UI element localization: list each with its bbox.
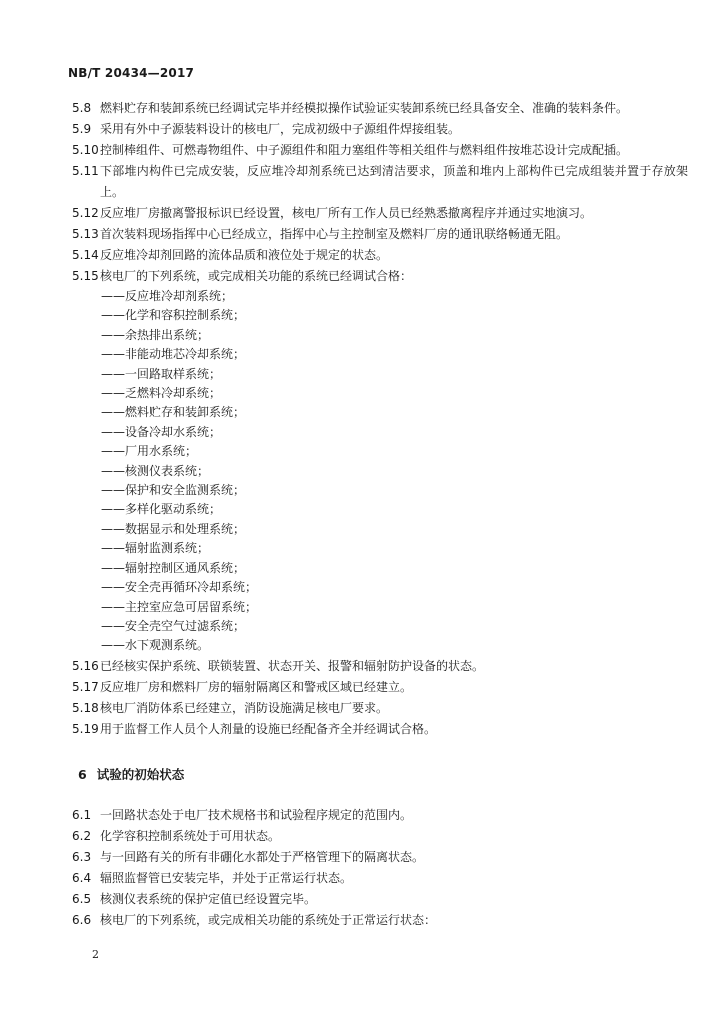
clause-number: 5.15 bbox=[72, 269, 99, 283]
system-list-item: ——非能动堆芯冷却系统； bbox=[101, 347, 246, 362]
section-6-heading bbox=[68, 764, 688, 785]
system-list-item: ——乏燃料冷却系统； bbox=[101, 386, 222, 401]
system-list-item: ——安全壳再循环冷却系统； bbox=[101, 580, 258, 595]
clause-item bbox=[68, 161, 688, 203]
clause-item bbox=[68, 266, 688, 287]
clause-text: 核电厂的下列系统，或完成相关功能的系统处于正常运行状态： bbox=[100, 912, 437, 927]
clauses-6-1-to-6-6 bbox=[68, 805, 688, 931]
clause-number: 5.10 bbox=[72, 143, 99, 157]
clause-text: 辐照监督管已安装完毕，并处于正常运行状态。 bbox=[100, 870, 353, 885]
clause-text: 控制棒组件、可燃毒物组件、中子源组件和阻力塞组件等相关组件与燃料组件按堆芯设计完成配插。 bbox=[100, 143, 629, 157]
system-list-item: ——辐射控制区通风系统； bbox=[101, 560, 246, 575]
system-list-item: ——主控室应急可居留系统； bbox=[101, 599, 258, 614]
clause-number: 5.16 bbox=[72, 658, 99, 673]
clause-text: 核电厂消防体系已经建立，消防设施满足核电厂要求。 bbox=[100, 700, 389, 715]
clause-item bbox=[68, 119, 688, 140]
system-list-item: ——辐射监测系统； bbox=[101, 541, 210, 556]
clause-item bbox=[68, 245, 688, 266]
clause-item bbox=[68, 889, 688, 910]
clause-text: 核电厂的下列系统，或完成相关功能的系统已经调试合格： bbox=[100, 269, 413, 283]
system-list-item: ——保护和安全监测系统； bbox=[101, 483, 246, 498]
clause-item bbox=[68, 203, 688, 224]
clause-number: 5.17 bbox=[72, 679, 99, 694]
clause-number: 6.1 bbox=[72, 807, 92, 822]
system-list-item: ——化学和容积控制系统； bbox=[101, 308, 246, 323]
clause-item bbox=[68, 805, 688, 826]
system-list-item: ——反应堆冷却剂系统； bbox=[101, 289, 234, 303]
standard-code-header: NB/T 20434—2017 bbox=[68, 66, 195, 80]
clause-text: 反应堆厂房和燃料厂房的辐射隔离区和警戒区域已经建立。 bbox=[100, 679, 413, 694]
clause-text: 反应堆冷却剂回路的流体品质和液位处于规定的状态。 bbox=[100, 248, 389, 262]
system-list-item: ——数据显示和处理系统； bbox=[101, 521, 246, 536]
page-number: 2 bbox=[92, 948, 99, 961]
clause-number: 5.18 bbox=[72, 700, 99, 715]
clause-number: 6.5 bbox=[72, 891, 92, 906]
clause-text: 首次装料现场指挥中心已经成立，指挥中心与主控制室及燃料厂房的通讯联络畅通无阻。 bbox=[100, 227, 569, 241]
clause-text: 与一回路有关的所有非硼化水都处于严格管理下的隔离状态。 bbox=[100, 849, 425, 864]
clause-number: 5.9 bbox=[72, 122, 92, 136]
clause-item bbox=[68, 677, 688, 698]
system-list-item: ——多样化驱动系统； bbox=[101, 502, 222, 517]
clause-text: 采用有外中子源装料设计的核电厂，完成初级中子源组件焊接组装。 bbox=[100, 122, 461, 136]
system-list-item: ——余热排出系统； bbox=[101, 327, 210, 342]
clause-item bbox=[68, 719, 688, 740]
clause-number: 5.19 bbox=[72, 721, 99, 736]
clause-number: 6.6 bbox=[72, 912, 92, 927]
clause-text: 用于监督工作人员个人剂量的设施已经配备齐全并经调试合格。 bbox=[100, 721, 437, 736]
section-title: 试验的初始状态 bbox=[96, 766, 185, 782]
clause-item bbox=[68, 224, 688, 245]
page-body bbox=[68, 98, 688, 931]
system-list-item: ——核测仪表系统； bbox=[101, 463, 210, 478]
clause-item bbox=[68, 140, 688, 161]
clause-number: 5.8 bbox=[72, 101, 92, 115]
system-list-item: ——厂用水系统； bbox=[101, 444, 198, 459]
system-list-item: ——燃料贮存和装卸系统； bbox=[101, 405, 246, 420]
clause-number: 6.2 bbox=[72, 828, 92, 843]
system-list-item: ——安全壳空气过滤系统； bbox=[101, 618, 246, 633]
system-list-item: ——一回路取样系统； bbox=[101, 366, 222, 381]
clause-item bbox=[68, 910, 688, 931]
clause-number: 5.13 bbox=[72, 227, 99, 241]
clause-text: 已经核实保护系统、联锁装置、状态开关、报警和辐射防护设备的状态。 bbox=[100, 658, 485, 673]
clause-item bbox=[68, 656, 688, 677]
clause-number: 6.4 bbox=[72, 870, 92, 885]
clause-number: 5.11 bbox=[72, 164, 99, 178]
clause-text: 反应堆厂房撤离警报标识已经设置，核电厂所有工作人员已经熟悉撤离程序并通过实地演习。 bbox=[100, 206, 593, 220]
clause-number: 5.14 bbox=[72, 248, 99, 262]
clause-item bbox=[68, 698, 688, 719]
clause-item bbox=[68, 98, 688, 119]
system-list-item: ——设备冷却水系统； bbox=[101, 424, 222, 439]
clause-text: 一回路状态处于电厂技术规格书和试验程序规定的范围内。 bbox=[100, 807, 413, 822]
clause-text: 下部堆内构件已完成安装，反应堆冷却剂系统已达到清洁要求，顶盖和堆内上部构件已完成组装并置于存放架上。 bbox=[100, 164, 688, 199]
clauses-5-8-to-5-15 bbox=[68, 98, 688, 287]
section-number: 6 bbox=[78, 766, 87, 782]
clause-text: 燃料贮存和装卸系统已经调试完毕并经模拟操作试验证实装卸系统已经具备安全、准确的装料条件。 bbox=[100, 101, 629, 115]
clause-number: 5.12 bbox=[72, 206, 99, 220]
clauses-5-16-to-5-19 bbox=[68, 656, 688, 740]
clause-item bbox=[68, 868, 688, 889]
clause-text: 化学容积控制系统处于可用状态。 bbox=[100, 828, 281, 843]
systems-list bbox=[68, 287, 688, 656]
clause-item bbox=[68, 826, 688, 847]
clause-number: 6.3 bbox=[72, 849, 92, 864]
system-list-item: ——水下观测系统。 bbox=[101, 638, 210, 653]
clause-text: 核测仪表系统的保护定值已经设置完毕。 bbox=[100, 891, 317, 906]
clause-item bbox=[68, 847, 688, 868]
